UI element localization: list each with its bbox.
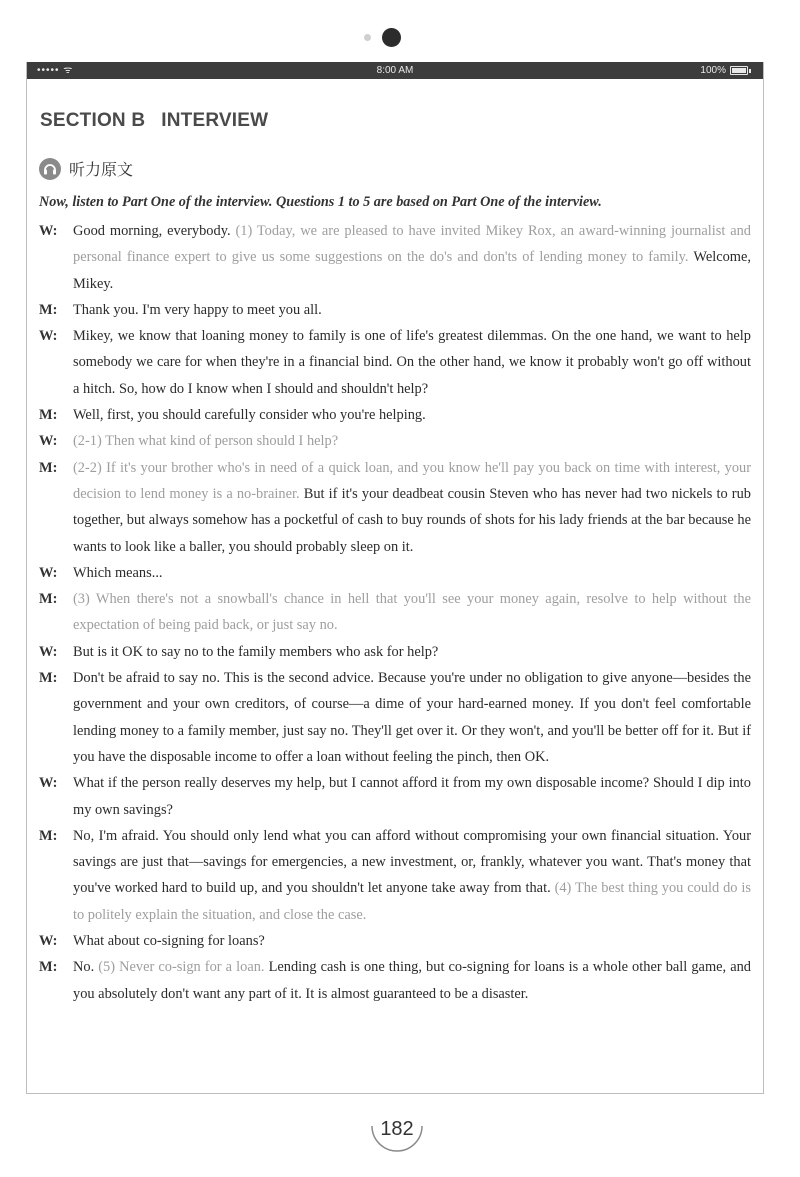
- dialog-text: Well, first, you should carefully consider who you're helping.: [73, 407, 426, 424]
- dialog-text: No, I'm afraid. You should only lend what you can afford without compromising your own financial situation. Your savings are just that—savings for emergencies, a new investment, or, frankly, whatever you want. That's money that you've worked hard to build up, and you shouldn't let anyone take away from that.: [73, 827, 751, 897]
- dialog-line: [39, 770, 751, 823]
- answer-text: (2-2) If it's your brother who's in need of a quick loan, and you know he'll pay you back on time with interest, your decision to lend money is a no-brainer.: [73, 459, 751, 502]
- dialog-text: Welcome, Mikey.: [73, 249, 751, 292]
- dialog-line: [39, 665, 751, 770]
- status-bar: [27, 62, 763, 79]
- dialog-line: [39, 586, 751, 639]
- camera-lens: [382, 28, 401, 47]
- speaker-label: W:: [39, 564, 58, 581]
- dialog-line: [39, 297, 751, 323]
- dialog-text: Don't be afraid to say no. This is the second advice. Because you're under no obligation to give anyone—besides the government and your own creditors, of course—a dime of your hard-earned money. If you don't feel comfortable lending money to a family member, just say no. They'll get over it. Or they won't, and you'll be better off for it. But if you have the disposable income to offer a loan without feeling the pinch, then OK.: [73, 670, 751, 765]
- transcript-heading: [39, 157, 133, 180]
- speaker-label: M:: [39, 959, 58, 976]
- speaker-label: M:: [39, 459, 58, 476]
- answer-text: (4) The best thing you could do is to politely explain the situation, and close the case.: [73, 880, 751, 923]
- dialog-text: What about co-signing for loans?: [73, 933, 265, 950]
- speaker-label: W:: [39, 933, 58, 950]
- section-title: [40, 110, 268, 132]
- dialog-line: [39, 560, 751, 586]
- dialog-text: Which means...: [73, 564, 163, 581]
- battery-indicator: [700, 62, 751, 79]
- dialog-line: [39, 928, 751, 954]
- dialog-text: But if it's your deadbeat cousin Steven who has never had two nickels to rub together, but always somehow has a pocketful of cash to buy rounds of shots for his lady friends at the bar because he wants to look like a baller, you should probably sleep on it.: [73, 485, 751, 555]
- speaker-label: M:: [39, 591, 58, 608]
- speaker-label: W:: [39, 433, 58, 450]
- dialog-text: But is it OK to say no to the family members who ask for help?: [73, 643, 439, 660]
- answer-text: (5) Never co-sign for a loan.: [98, 959, 265, 976]
- battery-icon: [730, 66, 748, 75]
- dialog-line: [39, 455, 751, 560]
- answer-text: (3) When there's not a snowball's chance in hell that you'll see your money again, resolve to help without the expectation of being paid back, or just say no.: [73, 591, 751, 634]
- speaker-label: W:: [39, 223, 58, 239]
- device-screen: [26, 62, 764, 1094]
- signal-indicator: ••••• ᯤ: [37, 65, 74, 76]
- battery-cap: [749, 69, 751, 73]
- speaker-label: M:: [39, 301, 58, 318]
- speaker-label: M:: [39, 827, 58, 844]
- dialog-transcript: [39, 218, 751, 1007]
- battery-percent: 100%: [700, 65, 726, 76]
- dialog-line: [39, 639, 751, 665]
- dialog-text: Lending cash is one thing, but co-signing for loans is a whole other ball game, and you absolutely don't want any part of it. It is almost guaranteed to be a disaster.: [73, 959, 751, 1002]
- dialog-text: Good morning, everybody.: [73, 223, 236, 239]
- answer-text: (1) Today, we are pleased to have invited Mikey Rox, an award-winning journalist and personal finance expert to give us some suggestions on the do's and don'ts of lending money to family.: [73, 223, 751, 266]
- dialog-line: [39, 323, 751, 402]
- dialog-line: [39, 823, 751, 928]
- page-number-badge: [368, 1106, 426, 1154]
- section-name: INTERVIEW: [161, 110, 269, 131]
- device-camera: [0, 28, 800, 48]
- dialog-text: What if the person really deserves my help, but I cannot afford it from my own disposable income? Should I dip into my own savings?: [73, 775, 751, 818]
- page-number: 182: [380, 1118, 414, 1140]
- speaker-label: M:: [39, 407, 58, 424]
- dialog-text: Thank you. I'm very happy to meet you all.: [73, 301, 322, 318]
- status-time: 8:00 AM: [376, 65, 414, 76]
- dialog-line: [39, 428, 751, 454]
- dialog-text: No.: [73, 959, 99, 976]
- headphones-icon: [39, 158, 61, 180]
- dialog-line: [39, 402, 751, 428]
- speaker-label: M:: [39, 670, 58, 687]
- section-label: SECTION B: [40, 110, 146, 131]
- sensor-dot: [364, 34, 371, 41]
- answer-text: (2-1) Then what kind of person should I help?: [73, 433, 339, 450]
- transcript-heading-text: 听力原文: [69, 160, 134, 179]
- dialog-line: [39, 218, 751, 297]
- speaker-label: W:: [39, 643, 58, 660]
- dialog-text: Mikey, we know that loaning money to family is one of life's greatest dilemmas. On the one hand, we want to help somebody we care for when they're in a financial bind. On the other hand, we know it probably won't go off without a hitch. So, how do I know when I should and shouldn't help?: [73, 328, 751, 397]
- speaker-label: W:: [39, 328, 58, 345]
- instruction-text: Now, listen to Part One of the interview. Questions 1 to 5 are based on Part One of the interview.: [39, 194, 602, 210]
- dialog-line: [39, 954, 751, 1007]
- speaker-label: W:: [39, 775, 58, 792]
